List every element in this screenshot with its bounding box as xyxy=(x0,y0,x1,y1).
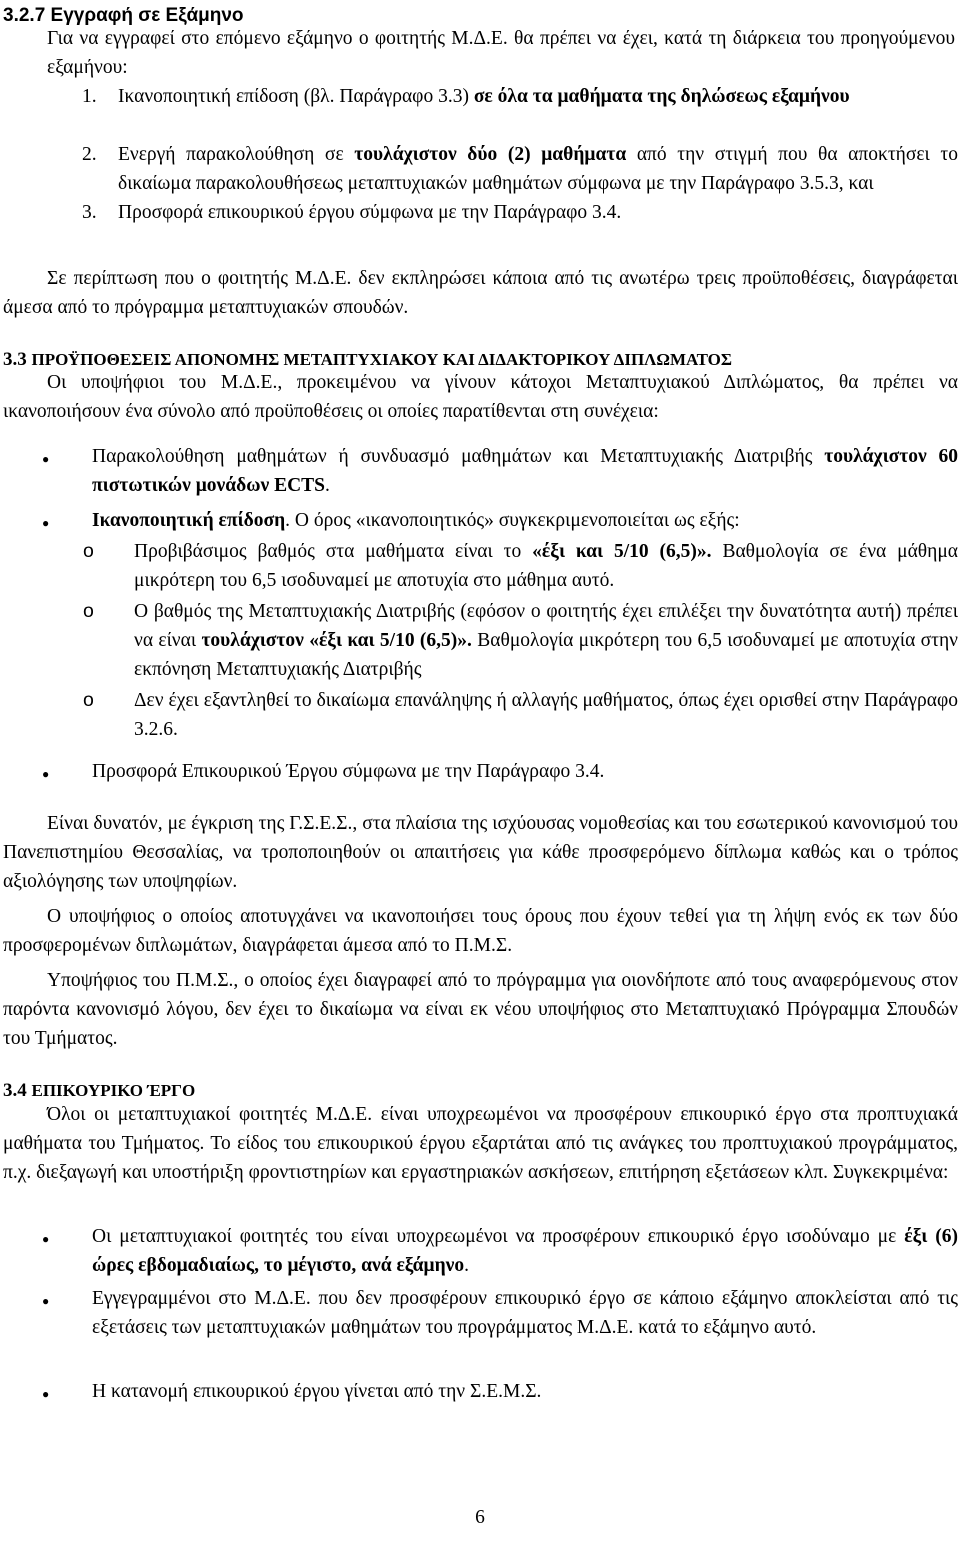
paragraph-failure: Ο υποψήφιος ο οποίος αποτυγχάνει να ικανοποιήσει τους όρους που έχουν τεθεί για τη λήψη ενός εκ των δύο προσφερομένων διπλωμάτων, διαγράφεται άμεσα από το Π.Μ.Σ. xyxy=(3,906,958,956)
sub-bullet-marker: o xyxy=(83,600,94,622)
list-number-2: 2. xyxy=(82,144,97,165)
bullet-exclusion: Εγγεγραμμένοι στο Μ.Δ.Ε. που δεν προσφέρουν επικουρικό έργο σε κάποιο εξάμηνο αποκλείσται από τις εξετάσεις των μεταπτυχιακών μαθημάτων του προγράμματος Μ.Δ.Ε. κατά το εξάμηνο αυτό. xyxy=(92,1288,958,1338)
bullet-assistant-work: Προσφορά Επικουρικού Έργου σύμφωνα με την Παράγραφο 3.4. xyxy=(92,761,605,782)
sub-item-repeat: Δεν έχει εξαντληθεί το δικαίωμα επανάληψης ή αλλαγής μαθήματος, όπως έχει ορισθεί στην Παράγραφο 3.2.6. xyxy=(134,690,958,740)
section-heading-3-4: 3.4 ΕΠΙΚΟΥΡΙΚΟ ΈΡΓΟ xyxy=(3,1080,196,1101)
list-item-1: Ικανοποιητική επίδοση (βλ. Παράγραφο 3.3) σε όλα τα μαθήματα της δηλώσεως εξαμήνου xyxy=(118,86,850,107)
paragraph-removed: Υποψήφιος του Π.Μ.Σ., ο οποίος έχει διαγραφεί από το πρόγραμμα για οιονδήποτε από τους αναφερόμενους στον παρόντα κανονισμό λόγου, δεν έχει το δικαίωμα να είναι εκ νέου υποψήφιος στο Μεταπτυχιακό Πρόγραμμα Σπουδών του Τμήματος. xyxy=(3,970,958,1049)
paragraph-approval: Είναι δυνατόν, με έγκριση της Γ.Σ.Ε.Σ., στα πλαίσια της ισχύουσας νομοθεσίας και του εσωτερικού κανονισμού του Πανεπιστημίου Θεσσαλίας, να τροποποιηθούν οι απαιτήσεις για κάθε προσφερόμενο δίπλωμα καθώς και ο τρόπος αξιολόγησης των υποψηφίων. xyxy=(3,813,958,892)
sub-item-grade: Προβιβάσιμος βαθμός στα μαθήματα είναι το «έξι και 5/10 (6,5)». Βαθμολογία σε ένα μάθημα μικρότερη του 6,5 ισοδυναμεί με αποτυχία στο μάθημα αυτό. xyxy=(134,541,959,591)
page-number: 6 xyxy=(475,1507,485,1528)
section-3-2-7-closing: Σε περίπτωση που ο φοιτητής Μ.Δ.Ε. δεν εκπληρώσει κάποια από τις ανωτέρω τρεις προϋποθέσεις, διαγράφεται άμεσα από το πρόγραμμα μεταπτυχιακών σπουδών. xyxy=(3,268,958,318)
bullet-attendance: Παρακολούθηση μαθημάτων ή συνδυασμό μαθημάτων και Μεταπτυχιακής Διατριβής τουλάχιστον 60 πιστωτικών μονάδων ECTS. xyxy=(92,446,958,496)
sub-item-thesis: Ο βαθμός της Μεταπτυχιακής Διατριβής (εφόσον ο φοιτητής έχει επιλέξει την δυνατότητα αυτή) πρέπει να είναι τουλάχιστον «έξι και 5/10 (6,5)». Βαθμολογία μικρότερη του 6,5 ισοδυναμεί με αποτυχία στην εκπόνηση Μεταπτυχιακής Διατριβής xyxy=(134,601,958,680)
section-3-3-intro: Οι υποψήφιοι του Μ.Δ.Ε., προκειμένου να γίνουν κάτοχοι Μεταπτυχιακού Διπλώματος, θα πρέπει να ικανοποιήσουν ένα σύνολο από προϋποθέσεις οι οποίες παρατίθενται στη συνέχεια: xyxy=(3,372,958,422)
sub-bullet-marker: o xyxy=(83,689,94,711)
section-3-4-intro: Όλοι οι μεταπτυχιακοί φοιτητές Μ.Δ.Ε. είναι υποχρεωμένοι να προσφέρουν επικουρικό έργο στα προπτυχιακά μαθήματα του Τμήματος. Το είδος του επικουρικού έργου εξαρτάται από τις ανάγκες του προπτυχιακού προγράμματος, π.χ. διεξαγωγή και υποστήριξη φροντιστηρίων και εργαστηριακών ασκήσεων, επιτήρηση εξετάσεων κλπ. Συγκεκριμένα: xyxy=(3,1104,958,1183)
bullet-dot: ● xyxy=(42,767,50,781)
bullet-dot: ● xyxy=(42,452,50,466)
bullet-allocation: Η κατανομή επικουρικού έργου γίνεται από την Σ.Ε.Μ.Σ. xyxy=(92,1381,542,1402)
list-number-3: 3. xyxy=(82,202,97,223)
bullet-performance: Ικανοποιητική επίδοση. Ο όρος «ικανοποιητικός» συγκεκριμενοποιείται ως εξής: xyxy=(92,510,740,531)
section-heading-3-2-7: 3.2.7 Εγγραφή σε Εξάμηνο xyxy=(3,5,244,26)
list-number-1: 1. xyxy=(82,86,97,107)
bullet-dot: ● xyxy=(42,1387,50,1401)
list-item-3: Προσφορά επικουρικού έργου σύμφωνα με την Παράγραφο 3.4. xyxy=(118,202,622,223)
bullet-dot: ● xyxy=(42,1294,50,1308)
bullet-hours: Οι μεταπτυχιακοί φοιτητές του είναι υποχρεωμένοι να προσφέρουν επικουρικό έργο ισοδύναμο με έξι (6) ώρες εβδομαδιαίως, το μέγιστο, ανά εξάμηνο. xyxy=(92,1226,958,1276)
bullet-dot: ● xyxy=(42,516,50,530)
list-item-2: Ενεργή παρακολούθηση σε τουλάχιστον δύο (2) μαθήματα από την στιγμή που θα αποκτήσει το δικαίωμα παρακολουθήσεως μεταπτυχιακών μαθημάτων σύμφωνα με την Παράγραφο 3.5.3, και xyxy=(118,144,958,194)
bullet-dot: ● xyxy=(42,1232,50,1246)
section-heading-3-3: 3.3 ΠΡΟΫΠΟΘΕΣΕΙΣ ΑΠΟΝΟΜΗΣ ΜΕΤΑΠΤΥΧΙΑΚΟΥ ΚΑΙ ΔΙΔΑΚΤΟΡΙΚΟΥ ΔΙΠΛΩΜΑΤΟΣ xyxy=(3,349,733,370)
section-3-2-7-intro: Για να εγγραφεί στο επόμενο εξάμηνο ο φοιτητής Μ.Δ.Ε. θα πρέπει να έχει, κατά τη διάρκεια του προηγούμενου εξαμήνου: xyxy=(47,28,955,78)
sub-bullet-marker: o xyxy=(83,540,94,562)
